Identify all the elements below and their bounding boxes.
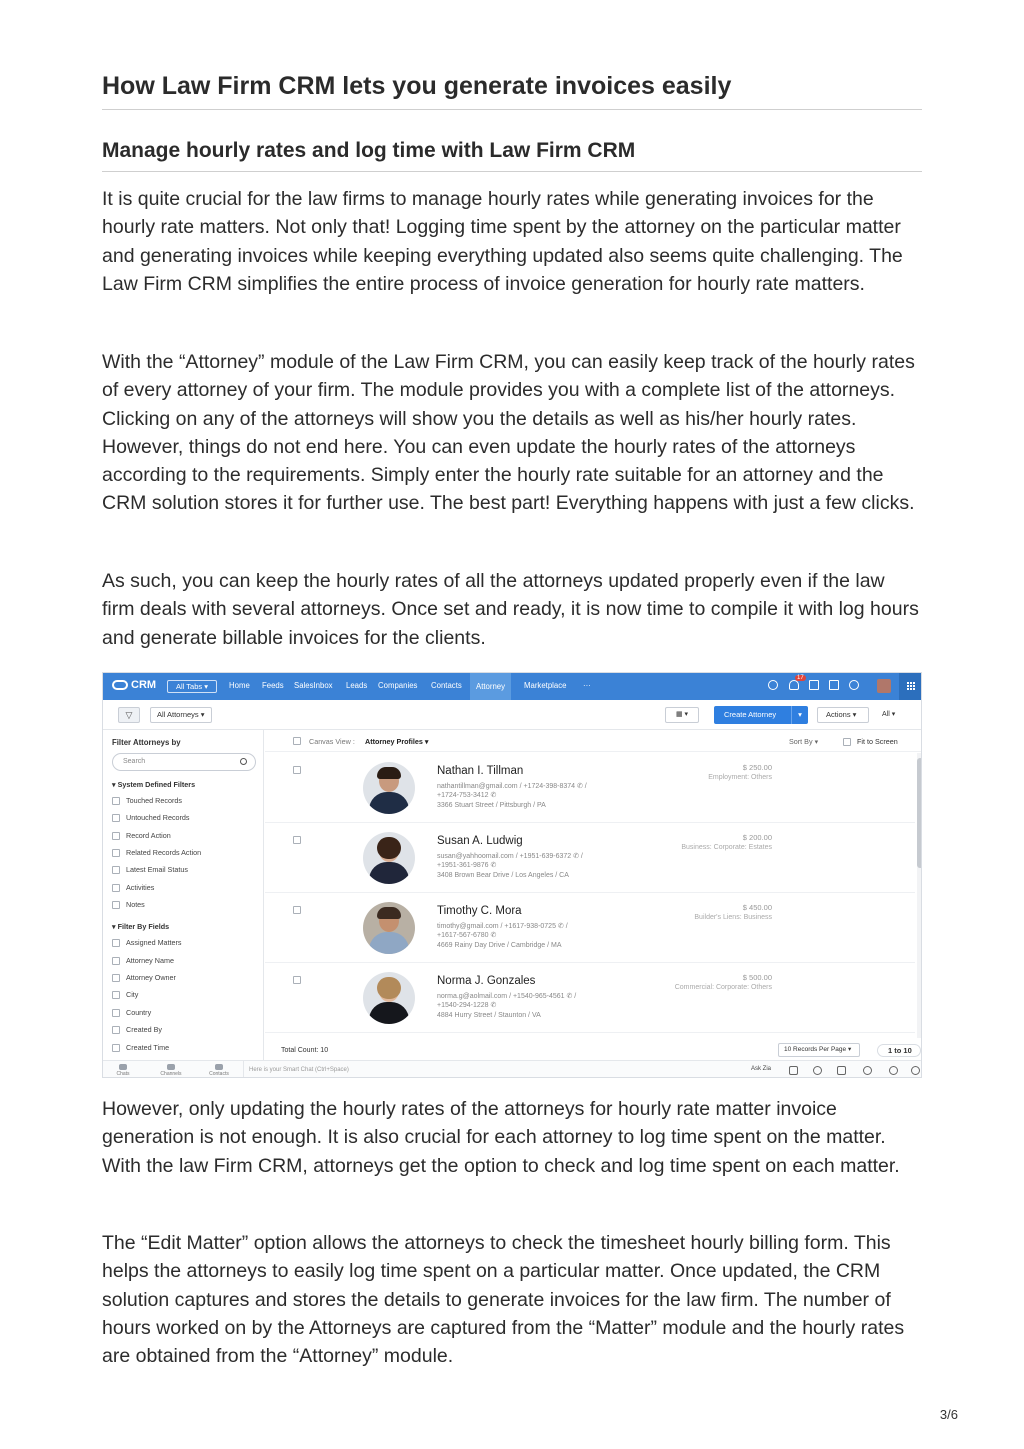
practice-area: Commercial: Corporate: Others	[674, 984, 772, 991]
channels-button[interactable]: Channels	[159, 1064, 183, 1077]
canvas-view-dropdown[interactable]: Attorney Profiles ▾	[365, 737, 429, 746]
filter-attorney-owner[interactable]: Attorney Owner	[112, 973, 176, 982]
sort-by-dropdown[interactable]: Sort By ▾	[789, 737, 819, 746]
attorney-address: 3408 Brown Bear Drive / Los Angeles / CA	[437, 872, 569, 879]
attorney-name[interactable]: Nathan I. Tillman	[437, 765, 524, 777]
canvas-view-label: Canvas View :	[309, 737, 355, 746]
paragraph-4: However, only updating the hourly rates of the attorneys for hourly rate matter invoice generation is not enough. It is also crucial for each attorney to log time spent on the matter. With the law Firm CRM, attorneys get the option to check and log time spent on each matter.	[102, 1098, 900, 1177]
system-filters-group[interactable]: ▾ System Defined Filters	[112, 780, 196, 789]
smart-chat-input[interactable]: Here is your Smart Chat (Ctrl+Space)	[243, 1061, 349, 1078]
practice-area: Employment: Others	[708, 774, 772, 781]
apps-grid-icon[interactable]	[899, 673, 922, 700]
ask-zia-button[interactable]: Ask Zia	[751, 1066, 772, 1072]
paragraph-5: The “Edit Matter” option allows the attorneys to check the timesheet hourly billing form. This helps the attorneys to easily log time spent on a particular matter. Once updated, the CRM solution captures and stores the details to generate invoices for the law firm. The number of hours worked on by the Attorneys are captured from the “Matter” module and the hourly rates are obtained from the “Attorney” module.	[102, 1232, 905, 1368]
filter-related-records-action[interactable]: Related Records Action	[112, 848, 201, 857]
gear-icon[interactable]	[849, 680, 861, 692]
paragraph-1: It is quite crucial for the law firms to manage hourly rates while generating invoices for the hourly rate matters. Not only that! Logging time spent by the attorney on the particular matter and generating invoices while keeping everything updated also seems quite challenging. The Law Firm CRM simplifies the entire process of invoice generation for hourly rate matters.	[102, 188, 903, 295]
crm-top-nav	[103, 673, 922, 700]
practice-area: Builder's Liens: Business	[694, 914, 772, 921]
attorney-contact: timothy@gmail.com / +1617-938-0725 ✆ /	[437, 923, 568, 930]
section-heading: Manage hourly rates and log time with Law Firm CRM	[102, 139, 922, 172]
crm-logo[interactable]: CRM	[112, 679, 156, 691]
page-title: How Law Firm CRM lets you generate invoices easily	[102, 72, 922, 110]
crm-bottom-bar	[103, 1060, 922, 1078]
attorney-contact: susan@yahhoomail.com / +1951-639-6372 ✆ /	[437, 853, 583, 860]
record-checkbox[interactable]	[293, 976, 301, 984]
attorney-contact: norma.g@aolmail.com / +1540-965-4561 ✆ /	[437, 993, 577, 1000]
paragraph-2: With the “Attorney” module of the Law Firm CRM, you can easily keep track of the hourly rates of every attorney of your firm. The module provides you with a complete list of the attorneys. Clicking on any of the attorneys will show you the details as well as his/her hourly rates. However, things do not end here. You can even update the hourly rates of the attorneys according to the requirements. Simply enter the hourly rate suitable for an attorney and the CRM solution stores it for further use. The best part! Everything happens with just a few clicks.	[102, 351, 915, 515]
filter-activities[interactable]: Activities	[112, 883, 154, 892]
crm-toolbar	[103, 700, 922, 730]
hourly-rate: $ 200.00	[742, 833, 772, 842]
attorney-record[interactable]	[265, 963, 915, 1033]
bell-icon[interactable]	[789, 675, 804, 692]
calendar-icon[interactable]	[809, 680, 821, 692]
filter-created-time[interactable]: Created Time	[112, 1043, 169, 1052]
view-toggle-button[interactable]: ▦ ▾	[665, 707, 699, 723]
field-filters-group[interactable]: ▾ Filter By Fields	[112, 922, 170, 931]
attorney-record[interactable]	[265, 753, 915, 823]
search-icon[interactable]	[768, 680, 780, 692]
paragraph-3: As such, you can keep the hourly rates of all the attorneys updated properly even if the law firm deals with several attorneys. Once set and ready, it is now time to compile it with log hours and generate billable invoices for the clients.	[102, 570, 919, 649]
contacts-icon	[215, 1064, 223, 1070]
search-icon	[240, 758, 247, 765]
filter-sidebar	[103, 730, 264, 1060]
attorney-phone: +1540-294-1228 ✆	[437, 1002, 497, 1009]
history-icon[interactable]	[889, 1066, 898, 1075]
tab-companies[interactable]: Companies	[378, 681, 418, 690]
attorney-address: 4884 Hurry Street / Staunton / VA	[437, 1012, 541, 1019]
tab-attorney[interactable]: Attorney	[470, 673, 511, 700]
gamepad-icon[interactable]	[789, 1066, 798, 1075]
tab-contacts[interactable]: Contacts	[431, 681, 462, 690]
channels-icon	[167, 1064, 175, 1070]
create-options-chevron-icon[interactable]: ▾	[791, 706, 808, 724]
attorney-name[interactable]: Timothy C. Mora	[437, 905, 522, 917]
actions-button[interactable]: Actions ▾	[817, 707, 869, 723]
clock-icon[interactable]	[911, 1066, 920, 1075]
scrollbar-thumb[interactable]	[917, 758, 922, 868]
all-tabs-button[interactable]: All Tabs ▾	[167, 680, 217, 693]
attorney-record[interactable]	[265, 893, 915, 963]
people-icon[interactable]	[837, 1066, 846, 1075]
practice-area: Business: Corporate: Estates	[681, 844, 772, 851]
records-footer	[265, 1040, 922, 1060]
records-canvas	[265, 730, 922, 1060]
filter-notes[interactable]: Notes	[112, 900, 145, 909]
hourly-rate: $ 450.00	[742, 903, 772, 912]
all-attorneys-dropdown[interactable]: All Attorneys ▾	[150, 707, 212, 723]
attorney-photo	[363, 972, 415, 1024]
tab-home[interactable]: Home	[229, 681, 250, 690]
filter-city[interactable]: City	[112, 990, 138, 999]
attorney-name[interactable]: Susan A. Ludwig	[437, 835, 523, 847]
total-count: Total Count: 10	[281, 1047, 329, 1054]
hourly-rate: $ 500.00	[742, 973, 772, 982]
crm-logo-icon	[112, 680, 128, 690]
canvas-view-bar	[265, 730, 922, 752]
crm-screenshot	[102, 672, 922, 1078]
attorney-phone: +1617-567-6780 ✆	[437, 932, 497, 939]
attorney-contact: nathantillman@gmail.com / +1724-398-8374 ✆ /	[437, 783, 587, 790]
contacts-button[interactable]: Contacts	[207, 1064, 231, 1077]
tab-marketplace[interactable]: Marketplace	[524, 681, 567, 690]
all-select-dropdown[interactable]: All ▾	[882, 711, 896, 718]
filter-latest-email-status[interactable]: Latest Email Status	[112, 865, 188, 874]
chat-icon	[119, 1064, 127, 1070]
records-per-page-dropdown[interactable]: 10 Records Per Page ▾	[778, 1043, 860, 1057]
filter-country[interactable]: Country	[112, 1008, 151, 1017]
attorney-name[interactable]: Norma J. Gonzales	[437, 975, 536, 987]
fit-to-screen-toggle[interactable]: Fit to Screen	[843, 737, 898, 746]
select-all-checkbox[interactable]	[293, 737, 301, 745]
record-checkbox[interactable]	[293, 766, 301, 774]
create-attorney-button[interactable]: Create Attorney ▾	[714, 706, 808, 724]
page-number: 3/6	[939, 1407, 958, 1422]
attorney-photo	[363, 902, 415, 954]
filter-untouched-records[interactable]: Untouched Records	[112, 813, 190, 822]
notification-badge: 17	[797, 675, 804, 681]
attorney-phone: +1724-753-3412 ✆	[437, 792, 497, 799]
tab-leads[interactable]: Leads	[346, 681, 368, 690]
filter-created-by[interactable]: Created By	[112, 1025, 162, 1034]
record-checkbox[interactable]	[293, 906, 301, 914]
hourly-rate: $ 250.00	[742, 763, 772, 772]
attorney-address: 4669 Rainy Day Drive / Cambridge / MA	[437, 942, 562, 949]
user-avatar[interactable]	[877, 679, 891, 693]
window-icon[interactable]	[829, 680, 841, 692]
tab-salesinbox[interactable]: SalesInbox	[294, 681, 333, 690]
filter-record-action[interactable]: Record Action	[112, 831, 171, 840]
refresh-icon[interactable]	[813, 1066, 822, 1075]
alarm-icon[interactable]	[863, 1066, 872, 1075]
pagination[interactable]: 1 to 10	[877, 1044, 921, 1057]
more-tabs-icon[interactable]: ···	[583, 681, 591, 690]
filter-assigned-matters[interactable]: Assigned Matters	[112, 938, 182, 947]
record-checkbox[interactable]	[293, 836, 301, 844]
filter-search-input[interactable]: Search	[112, 753, 256, 771]
filter-title: Filter Attorneys by	[112, 738, 181, 747]
attorney-photo	[363, 762, 415, 814]
attorney-record[interactable]	[265, 823, 915, 893]
attorney-address: 3366 Stuart Street / Pittsburgh / PA	[437, 802, 546, 809]
tab-feeds[interactable]: Feeds	[262, 681, 284, 690]
filter-touched-records[interactable]: Touched Records	[112, 796, 182, 805]
filter-attorney-name[interactable]: Attorney Name	[112, 956, 174, 965]
filter-icon[interactable]: ▽	[118, 707, 140, 723]
chats-button[interactable]: Chats	[111, 1064, 135, 1077]
attorney-photo	[363, 832, 415, 884]
attorney-phone: +1951-361-9876 ✆	[437, 862, 497, 869]
